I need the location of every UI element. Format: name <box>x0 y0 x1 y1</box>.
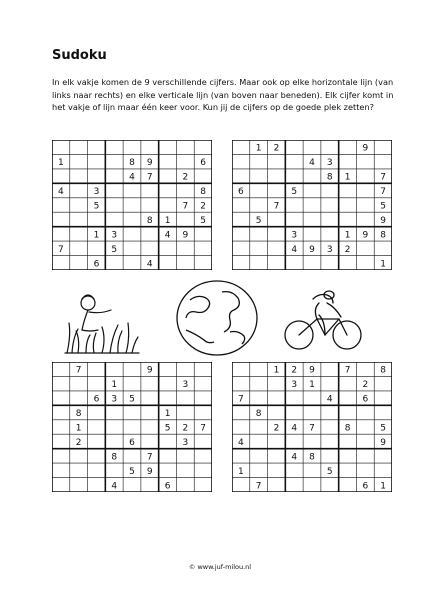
sudoku-grid-3[interactable] <box>52 362 212 492</box>
given-digit: 4 <box>291 244 298 255</box>
given-digit: 7 <box>380 172 386 183</box>
given-digit: 7 <box>255 481 262 492</box>
given-digit: 6 <box>200 158 206 169</box>
given-digit: 2 <box>273 143 280 154</box>
given-digit: 2 <box>75 437 82 448</box>
given-digit: 3 <box>326 244 333 255</box>
given-digit: 5 <box>380 201 386 212</box>
copyright-footer: © www.juf-milou.nl <box>188 563 252 571</box>
page-title: Sudoku <box>52 48 107 63</box>
child-in-grass-illustration <box>62 285 142 355</box>
given-digit: 9 <box>309 244 315 255</box>
given-digit: 9 <box>146 365 153 376</box>
sudoku-board <box>52 362 212 492</box>
sudoku-board <box>52 140 212 270</box>
given-digit: 5 <box>164 423 171 434</box>
given-digit: 4 <box>326 394 333 405</box>
given-digit: 7 <box>380 187 386 198</box>
given-digit: 5 <box>93 201 100 212</box>
given-digit: 2 <box>291 365 298 376</box>
given-digit: 4 <box>58 187 64 198</box>
given-digit: 7 <box>200 423 206 434</box>
given-digit: 5 <box>255 215 262 226</box>
given-digit: 5 <box>129 466 135 477</box>
given-digit: 8 <box>129 158 135 169</box>
given-digit: 9 <box>309 365 315 376</box>
given-digit: 8 <box>344 423 351 434</box>
given-digit: 6 <box>93 394 100 405</box>
given-digit: 6 <box>129 437 135 448</box>
given-digit: 7 <box>146 172 153 183</box>
given-digit: 3 <box>111 230 118 241</box>
given-digit: 6 <box>164 481 171 492</box>
sudoku-grid-1[interactable] <box>52 140 212 270</box>
given-digit: 8 <box>380 230 386 241</box>
given-digit: 1 <box>75 423 82 434</box>
given-digit: 3 <box>182 380 189 391</box>
given-digit: 2 <box>200 201 206 212</box>
given-digit: 6 <box>93 259 100 270</box>
given-digit: 8 <box>326 172 333 183</box>
given-digit: 8 <box>75 409 82 420</box>
given-digit: 5 <box>111 244 118 255</box>
given-digit: 1 <box>380 259 386 270</box>
given-digit: 4 <box>146 259 153 270</box>
given-digit: 9 <box>182 230 189 241</box>
given-digit: 7 <box>344 365 351 376</box>
given-digit: 1 <box>238 466 244 477</box>
given-digit: 3 <box>93 187 100 198</box>
sudoku-board <box>232 140 392 270</box>
given-digit: 9 <box>362 230 369 241</box>
given-digit: 5 <box>380 423 386 434</box>
given-digit: 6 <box>362 394 369 405</box>
given-digit: 1 <box>273 365 280 376</box>
given-digit: 7 <box>58 244 64 255</box>
given-digit: 3 <box>182 437 189 448</box>
sudoku-grid-2[interactable] <box>232 140 392 270</box>
given-digit: 2 <box>344 244 351 255</box>
given-digit: 9 <box>362 143 369 154</box>
given-digit: 2 <box>182 423 189 434</box>
given-digit: 7 <box>75 365 82 376</box>
given-digit: 4 <box>164 230 171 241</box>
given-digit: 4 <box>111 481 118 492</box>
cyclist-illustration <box>283 285 363 355</box>
given-digit: 1 <box>380 481 386 492</box>
given-digit: 7 <box>146 452 153 463</box>
given-digit: 8 <box>309 452 315 463</box>
given-digit: 5 <box>326 466 333 477</box>
given-digit: 9 <box>380 215 386 226</box>
given-digit: 8 <box>146 215 153 226</box>
given-digit: 2 <box>182 172 189 183</box>
given-digit: 9 <box>380 437 386 448</box>
given-digit: 6 <box>238 187 244 198</box>
given-digit: 9 <box>146 158 153 169</box>
given-digit: 4 <box>238 437 244 448</box>
sudoku-board <box>232 362 392 492</box>
given-digit: 7 <box>238 394 244 405</box>
sudoku-grid-4[interactable] <box>232 362 392 492</box>
given-digit: 6 <box>362 481 369 492</box>
given-digit: 1 <box>58 158 64 169</box>
given-digit: 8 <box>200 187 206 198</box>
instructions-text: In elk vakje komen de 9 verschillende cijfers. Maar ook op elke horizontale lijn (van links naar rechts) en elke verticale lijn (van boven naar beneden). Elk cijfer komt in het vakje of lijn maar één keer voor. Kun jij de cijfers op de goede plek zetten? <box>52 77 394 112</box>
given-digit: 1 <box>164 215 171 226</box>
given-digit: 7 <box>182 201 189 212</box>
given-digit: 1 <box>344 230 351 241</box>
given-digit: 8 <box>380 365 386 376</box>
given-digit: 3 <box>326 158 333 169</box>
given-digit: 9 <box>146 466 153 477</box>
given-digit: 2 <box>273 423 280 434</box>
given-digit: 8 <box>255 409 262 420</box>
given-digit: 1 <box>164 409 171 420</box>
given-digit: 3 <box>291 380 298 391</box>
given-digit: 1 <box>255 143 262 154</box>
given-digit: 3 <box>291 230 298 241</box>
earth-globe-illustration <box>172 278 262 358</box>
given-digit: 1 <box>93 230 100 241</box>
given-digit: 1 <box>309 380 315 391</box>
given-digit: 1 <box>344 172 351 183</box>
given-digit: 4 <box>291 423 298 434</box>
given-digit: 8 <box>111 452 118 463</box>
given-digit: 7 <box>309 423 315 434</box>
given-digit: 4 <box>309 158 315 169</box>
given-digit: 7 <box>273 201 280 212</box>
given-digit: 4 <box>129 172 135 183</box>
given-digit: 1 <box>111 380 118 391</box>
given-digit: 5 <box>291 187 298 198</box>
given-digit: 4 <box>291 452 298 463</box>
given-digit: 5 <box>129 394 135 405</box>
given-digit: 5 <box>200 215 206 226</box>
given-digit: 2 <box>362 380 369 391</box>
given-digit: 3 <box>111 394 118 405</box>
